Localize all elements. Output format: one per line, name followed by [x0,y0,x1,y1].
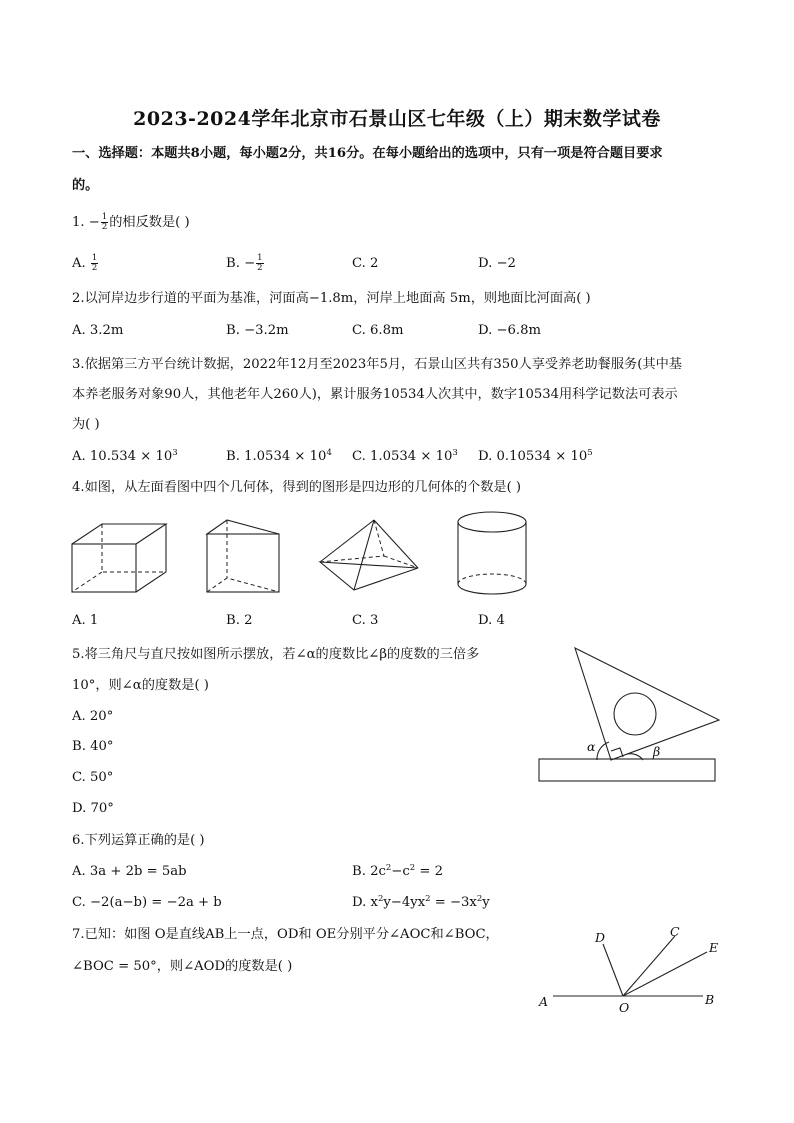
section-heading-cont: 的。 [72,178,99,193]
q3-option-a[interactable]: A. $10.534 \times 10^3$ [72,448,178,464]
q5-option-c[interactable]: C. 50° [72,770,114,785]
section-heading: 一、选择题：本题共8小题，每小题2分，共16分。在每小题给出的选项中，只有一项是符合题目要求 [72,146,663,161]
q2-option-a[interactable]: A. 3.2m [72,323,124,338]
angle-alpha-label: α [587,739,596,754]
q4-option-a[interactable]: A. 1 [72,613,99,628]
cylinder-figure [455,510,529,598]
q6-option-a[interactable]: A. 3a + 2b = 5ab [72,864,187,879]
q3-option-d[interactable]: D. $0.10534 \times 10^5$ [478,448,593,464]
q1-option-d[interactable]: D. −2 [478,256,516,271]
question-3: 3.依据第三方平台统计数据，2022年12月至2023年5月，石景山区共有350人享受养老助餐服务(其中基 [72,357,682,372]
angle-beta-label: β [653,744,661,759]
question-7: 7.已知：如图 O是直线AB上一点，OD和 OE分别平分∠AOC和∠BOC， [72,927,499,942]
triangle-ruler-figure [535,644,725,784]
q5-option-a[interactable]: A. 20° [72,709,114,724]
q4-option-b[interactable]: B. 2 [226,613,253,628]
q6-option-d[interactable]: D. $x^2y-4yx^2 = -3x^2y$ [352,894,490,910]
q1-option-c[interactable]: C. 2 [352,256,379,271]
fraction: $\frac{1}{2}$ [101,212,108,232]
question-6: 6.下列运算正确的是( ) [72,833,205,848]
q2-option-b[interactable]: B. −3.2m [226,323,289,338]
q4-option-c[interactable]: C. 3 [352,613,379,628]
point-e-label: E [709,940,719,955]
q6-option-b[interactable]: B. $2c^2-c^2 = 2$ [352,863,443,879]
triangular-prism-figure [205,516,285,596]
question-3-cont: 本养老服务对象90人，其他老年人260人)，累计服务10534人次其中，数字10534用科学记数法可表示 [72,387,678,402]
point-a-label: A [539,994,549,1009]
point-d-label: D [595,930,606,945]
q1-option-b[interactable]: B. − $\frac{1}{2}$ [226,253,263,273]
question-2: 2.以河岸边步行道的平面为基准，河面高−1.8m，河岸上地面高 5m，则地面比河面高( ) [72,291,591,306]
angle-bisector-figure [535,922,725,1017]
q5-option-b[interactable]: B. 40° [72,739,114,754]
question-5-cont: 10°，则∠α的度数是( ) [72,678,209,693]
q2-option-c[interactable]: C. 6.8m [352,323,404,338]
point-o-label: O [619,1000,630,1015]
question-3-cont2: 为( ) [72,417,100,432]
page-title: 2023-2024学年北京市石景山区七年级（上）期末数学试卷 [133,108,661,130]
q6-option-c[interactable]: C. −2(a−b) = −2a + b [72,895,222,910]
question-5: 5.将三角尺与直尺按如图所示摆放，若∠α的度数比∠β的度数的三倍多 [72,647,480,662]
question-1: 1. − $\frac{1}{2}$ 的相反数是( ) [72,212,190,232]
q5-option-d[interactable]: D. 70° [72,801,114,816]
q3-option-b[interactable]: B. $1.0534 \times 10^4$ [226,448,332,464]
question-7-cont: ∠BOC = 50°，则∠AOD的度数是( ) [72,959,293,974]
point-b-label: B [705,992,715,1007]
question-4: 4.如图，从左面看图中四个几何体，得到的图形是四边形的几何体的个数是( ) [72,480,522,495]
q4-option-d[interactable]: D. 4 [478,613,505,628]
point-c-label: C [670,924,680,939]
q3-option-c[interactable]: C. $1.0534 \times 10^3$ [352,448,458,464]
cube-figure [70,520,170,595]
q1-option-a[interactable]: A. $\frac{1}{2}$ [72,253,98,273]
pyramid-figure [318,516,422,596]
q2-option-d[interactable]: D. −6.8m [478,323,542,338]
